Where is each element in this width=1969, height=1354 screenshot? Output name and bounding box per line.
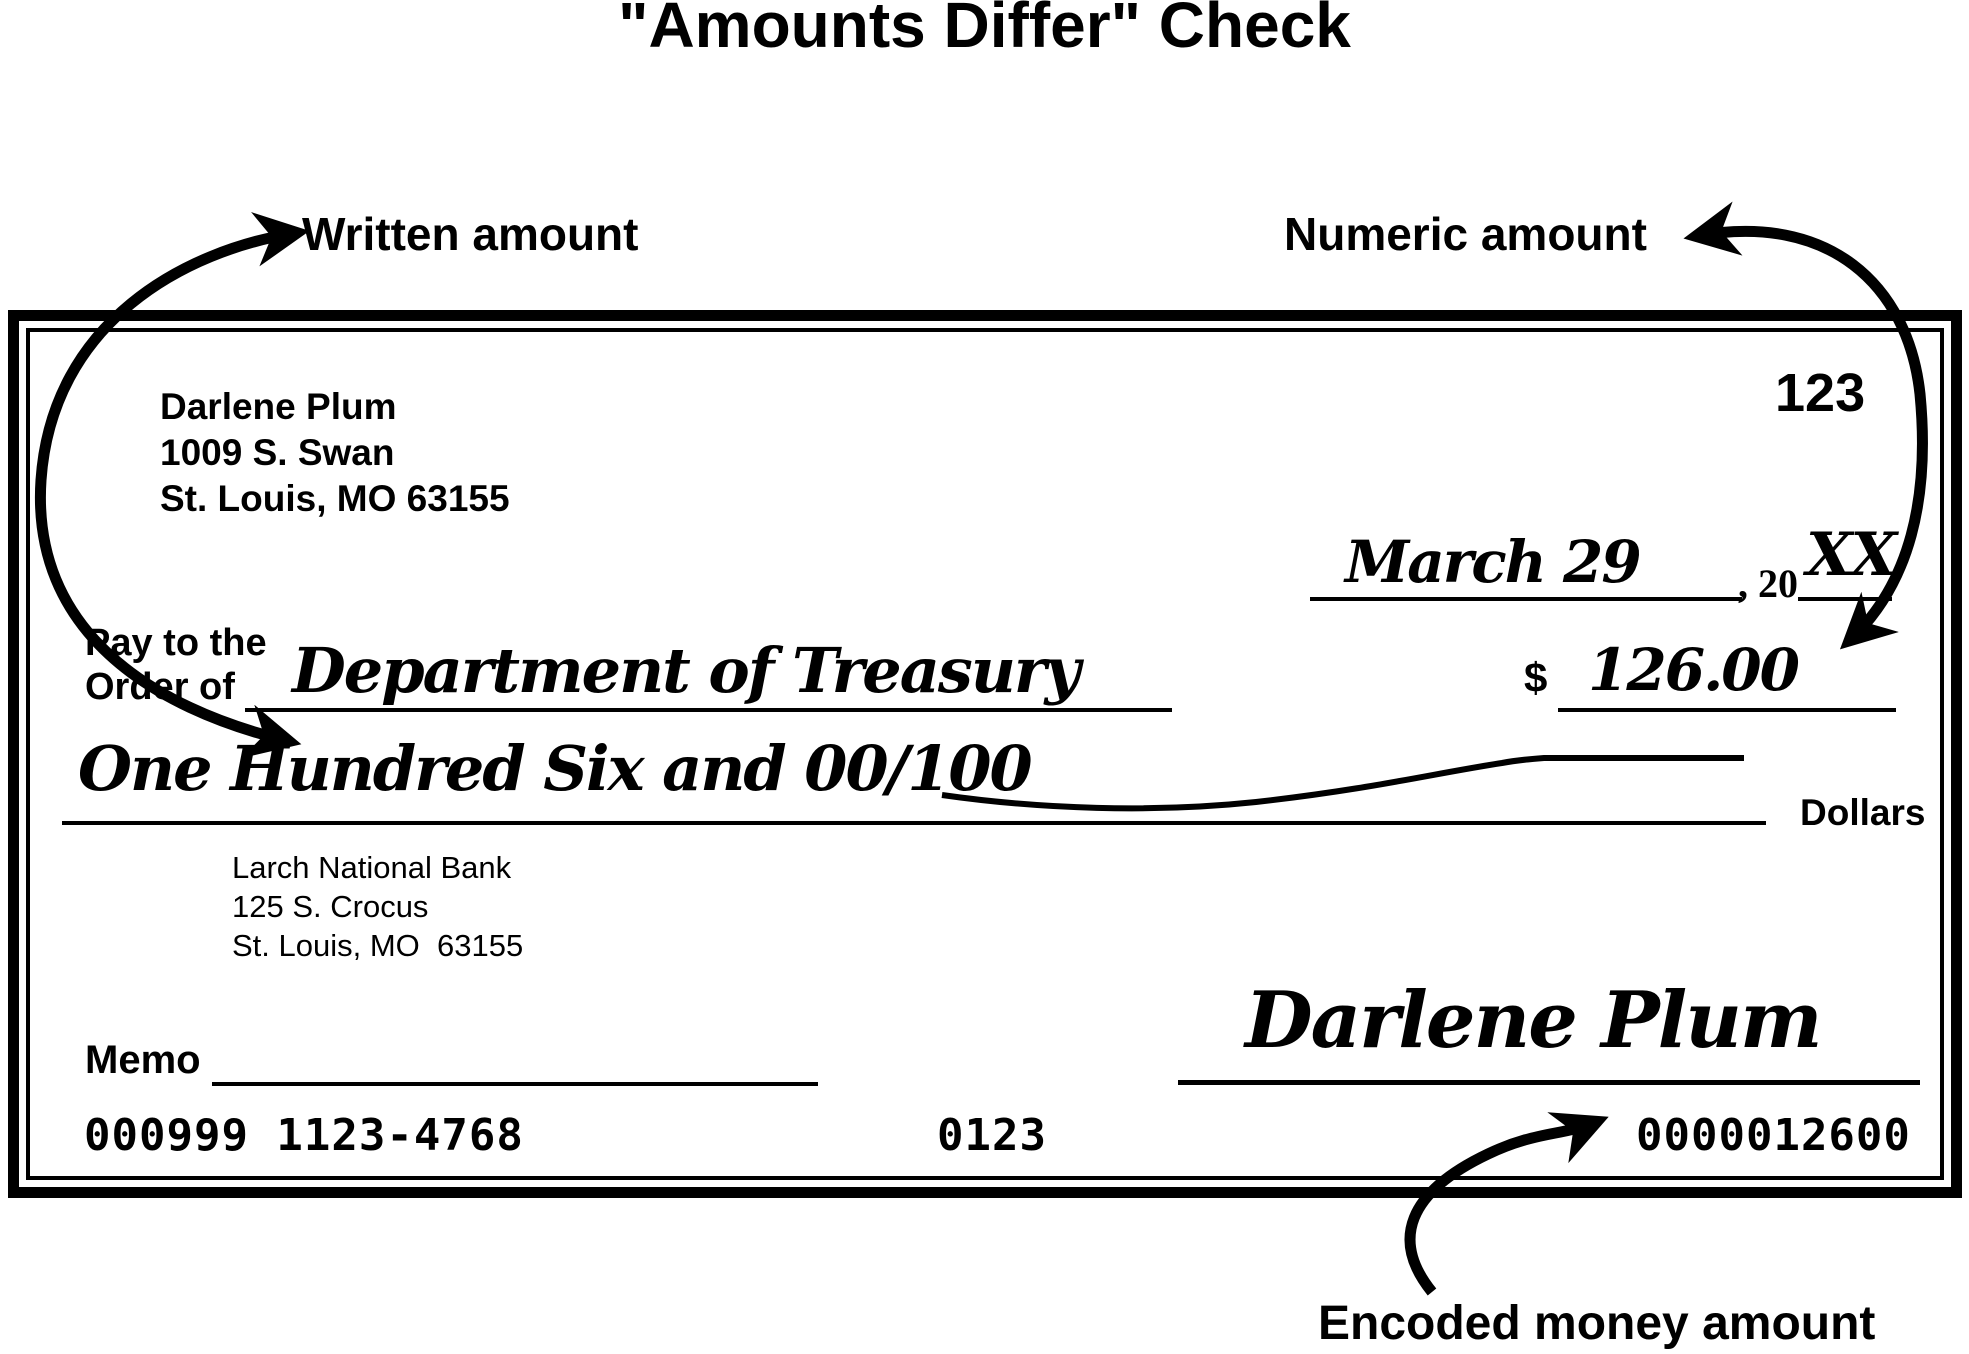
written-amount-handwritten: One Hundred Six and 00/100: [78, 732, 1031, 805]
payer-name: Darlene Plum: [160, 386, 397, 427]
payee-handwritten: Department of Treasury: [292, 634, 1079, 707]
bank-address2: St. Louis, MO 63155: [232, 928, 524, 963]
numeric-amount-label: Numeric amount: [1284, 208, 1647, 260]
written-amount-label: Written amount: [302, 208, 639, 260]
numeric-amount-handwritten: 126.00: [1588, 636, 1798, 704]
memo-line: [212, 1082, 818, 1086]
pay-to-label-line2: Order of: [85, 666, 235, 708]
date-line: [1310, 597, 1742, 601]
payer-block: [160, 384, 510, 522]
check-number: 123: [1775, 363, 1866, 423]
micr-encoded-amount: 0000012600: [1636, 1110, 1911, 1161]
figure-title: "Amounts Differ" Check: [618, 0, 1351, 61]
bank-name: Larch National Bank: [232, 850, 512, 885]
numeric-amount-line: [1558, 708, 1896, 712]
payer-address2: St. Louis, MO 63155: [160, 478, 510, 519]
memo-label: Memo: [85, 1038, 201, 1082]
date-printed-prefix: , 20: [1738, 561, 1798, 606]
date-year-line: [1798, 597, 1892, 601]
bank-block: [232, 848, 523, 965]
signature-line: [1178, 1080, 1920, 1085]
date-year-handwritten: XX: [1806, 520, 1896, 590]
payer-address1: 1009 S. Swan: [160, 432, 395, 473]
bank-address1: 125 S. Crocus: [232, 889, 429, 924]
payee-line: [245, 708, 1172, 712]
micr-check-number: 0123: [937, 1110, 1047, 1161]
signature-handwritten: Darlene Plum: [1245, 975, 1821, 1066]
pay-to-label-line1: Pay to the: [85, 622, 267, 664]
dollar-sign: $: [1524, 654, 1548, 701]
encoded-amount-label: Encoded money amount: [1318, 1297, 1876, 1350]
dollars-label: Dollars: [1800, 792, 1926, 833]
written-amount-line: [62, 821, 1766, 825]
date-handwritten: March 29: [1345, 528, 1640, 596]
micr-routing: 000999 1123-4768: [84, 1110, 524, 1161]
